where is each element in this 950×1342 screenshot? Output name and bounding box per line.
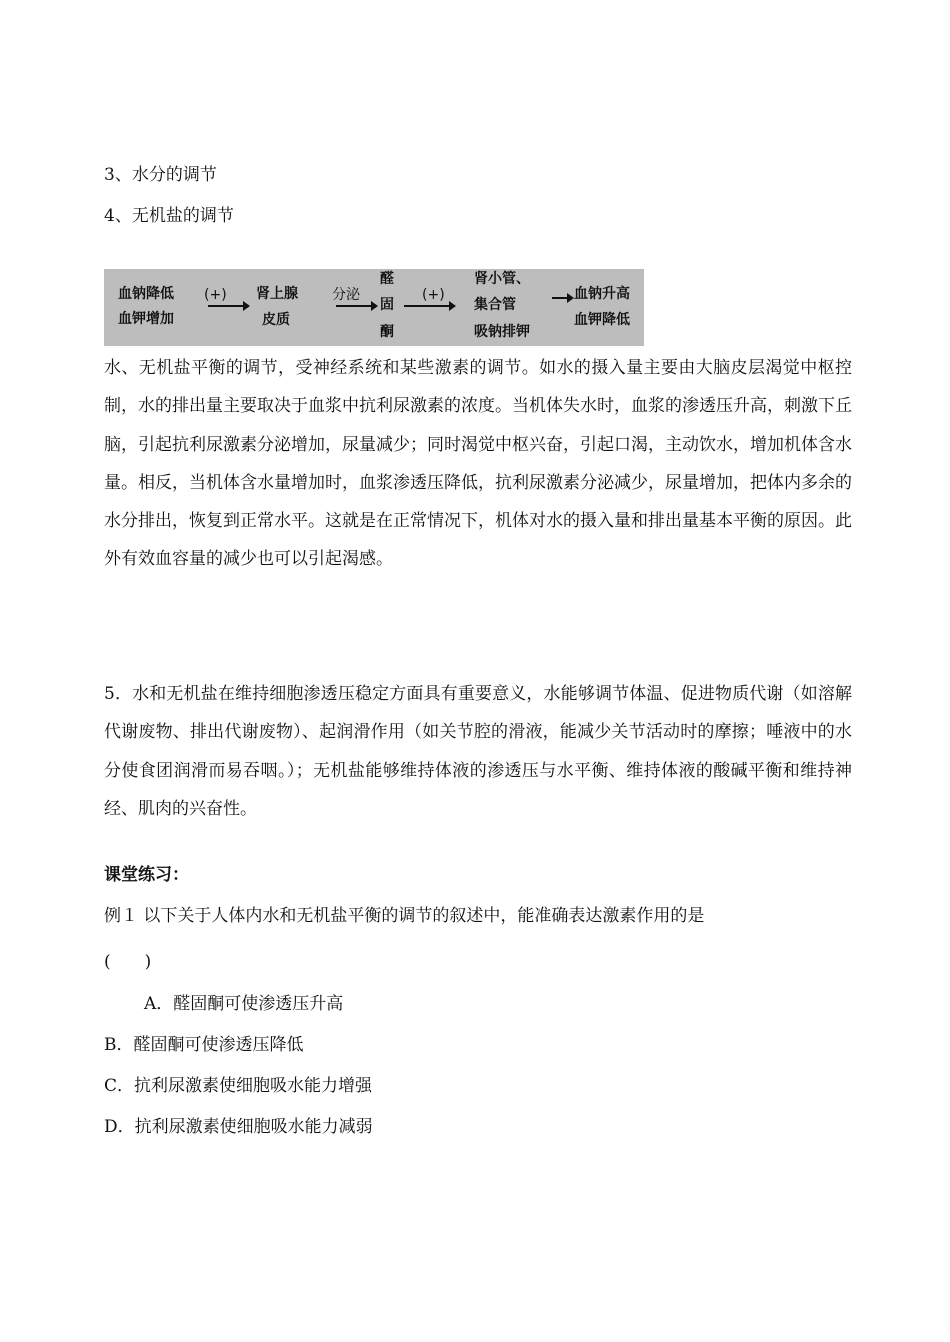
diagram-start-bottom: 血钾增加 <box>118 311 174 327</box>
diagram-target-1: 肾小管、 <box>474 271 530 287</box>
option-c: C．抗利尿激素使细胞吸水能力增强 <box>104 1076 373 1096</box>
salt-regulation-diagram <box>104 269 644 346</box>
diagram-sign-1: (+) <box>204 287 227 303</box>
option-d: D．抗利尿激素使细胞吸水能力减弱 <box>104 1117 373 1137</box>
diagram-hormone-1: 醛 <box>380 271 394 287</box>
diagram-target-2: 集合管 <box>474 297 516 313</box>
diagram-secrete: 分泌 <box>332 287 360 303</box>
option-b: B．醛固酮可使渗透压降低 <box>104 1035 304 1055</box>
diagram-hormone-3: 酮 <box>380 324 394 340</box>
heading-salt-regulation: 4、无机盐的调节 <box>104 206 234 226</box>
diagram-sign-2: (+) <box>422 287 445 303</box>
diagram-result-top: 血钠升高 <box>574 286 630 302</box>
answer-blank: ( ) <box>104 952 152 972</box>
arrow-4 <box>552 297 572 299</box>
exercise-title: 课堂练习： <box>104 865 189 885</box>
paragraph-water-salt-regulation: 水、无机盐平衡的调节，受神经系统和某些激素的调节。如水的摄入量主要由大脑皮层渴觉中枢控制，水的排出量主要取决于血浆中抗利尿激素的浓度。当机体失水时，血浆的渗透压升高，刺激下丘脑，引起抗利尿激素分泌增加，尿量减少；同时渴觉中枢兴奋，引起口渴，主动饮水，增加机体含水量。相反，当机体含水量增加时，血浆渗透压降低，抗利尿激素分泌减少，尿量增加，把体内多余的水分排出，恢复到正常水平。这就是在正常情况下，机体对水的摄入量和排出量基本平衡的原因。此外有效血容量的减少也可以引起渴感。 <box>104 358 852 570</box>
arrow-1 <box>208 305 248 307</box>
option-a: A．醛固酮可使渗透压升高 <box>144 994 344 1014</box>
diagram-target-3: 吸钠排钾 <box>474 324 530 340</box>
arrow-2 <box>336 305 376 307</box>
diagram-result-bottom: 血钾降低 <box>574 312 630 328</box>
diagram-start-top: 血钠降低 <box>118 286 174 302</box>
diagram-hormone-2: 固 <box>380 297 394 313</box>
diagram-organ-top: 肾上腺 <box>256 286 298 302</box>
heading-water-regulation: 3、水分的调节 <box>104 165 217 185</box>
diagram-organ-bottom: 皮质 <box>262 312 290 328</box>
exercise-question: 例１ 以下关于人体内水和无机盐平衡的调节的叙述中，能准确表达激素作用的是 <box>104 906 705 926</box>
arrow-3 <box>404 305 454 307</box>
paragraph-water-salt-functions: 5．水和无机盐在维持细胞渗透压稳定方面具有重要意义，水能够调节体温、促进物质代谢（如溶解代谢废物、排出代谢废物）、起润滑作用（如关节腔的滑液，能减少关节活动时的摩擦；唾液中的水分使食团润滑而易吞咽。）；无机盐能够维持体液的渗透压与水平衡、维持体液的酸碱平衡和维持神经、肌肉的兴奋性。 <box>104 684 852 819</box>
